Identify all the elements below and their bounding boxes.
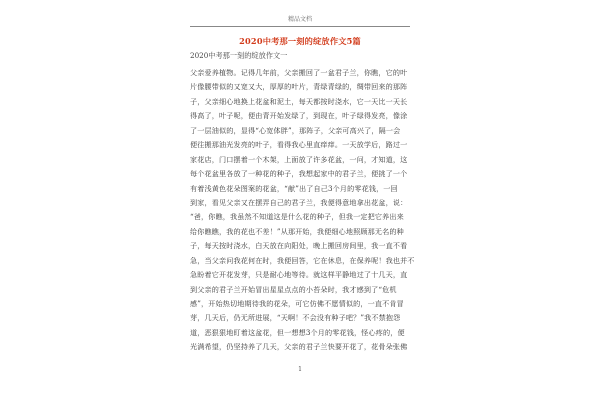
body-line: 家花店，门口摆着一个木架，上面放了许多花盆，一问，才知道，这 [190, 154, 408, 164]
body-line: 了一层油似的，显得“心宽体胖”，那阵子，父亲可高兴了，隔一会 [190, 125, 401, 135]
body-line: 给你瞧瞧，我的花也不差！”从那开始，我便细心地照顾那无名的种 [190, 226, 404, 236]
body-line: 到家，看见父亲又在摆弄自己的君子兰，我便得意地拿出花盆，说： [190, 197, 408, 207]
body-line: 到父亲的君子兰开始冒出星星点点的小苔朵时，我才感到了“危机 [190, 284, 397, 294]
body-line: 芽，几天后，仍无所进展，“天啊！不会没有种子吧？”我不禁抱怨 [190, 313, 401, 323]
body-line: 父亲爱养植物。记得几年前，父亲搬回了一盆君子兰，你瞧，它的叶 [190, 68, 408, 77]
body-line: 道，恶狠狠地盯着这盆花，但一想想3个月的零花钱，怪心疼的，便 [190, 327, 405, 337]
body-line: 子，父亲细心地换上花盆和泥土，每天都按时浇水，它一天比一天长 [190, 96, 408, 106]
body-line: 急，当父亲问我花何在时，我便回答，它在休息，在保养呢！我也并不 [190, 255, 415, 265]
body-line: 得高了，叶子呢，便由青开始发绿了，到现在，叶子绿得发亮，像涂 [190, 111, 408, 121]
document-header: 精品文档 [190, 14, 410, 27]
body-line: 子，每天按时浇水，白天放在向阳处，晚上搬回房间里，我一直不看 [190, 241, 408, 251]
body-line: 片像腰带似的又宽又大，厚厚的叶片，青绿青绿的，绸带回来的那阵 [190, 82, 408, 92]
essay-body [190, 66, 422, 355]
essay-subheading: 2020中考那一刻的绽放作文一 [190, 51, 288, 60]
body-line: 急盼着它开花发芽，只是耐心地等待。就这样平静地过了十几天，直 [190, 270, 408, 280]
body-line: 光满希望，仍坚持养了几天，父亲的君子兰快要开花了，花骨朵张佛 [190, 342, 408, 352]
body-line: 有着浅黄色花朵图案的花盆，“献”出了自己3个月的零花钱，一回 [190, 183, 398, 193]
document-title: 2020中考那一刻的绽放作文5篇 [239, 36, 361, 46]
body-line: 每个花盆里各放了一种花的种子，我想起家中的君子兰，便挑了一个 [190, 169, 408, 179]
page-number: 1 [298, 366, 302, 373]
body-line: “爸，你瞧，我虽然不知道这是什么花的种子，但我一定把它养出来 [190, 212, 404, 222]
body-line: 便往搬那油光发亮的叶子，看得我心里直痒痒。一天放学后，路过一 [190, 140, 408, 150]
body-line: 感”，开始热切地期待我的花朵，可它仿佛不愿情似的，一直不肯冒 [190, 299, 404, 308]
